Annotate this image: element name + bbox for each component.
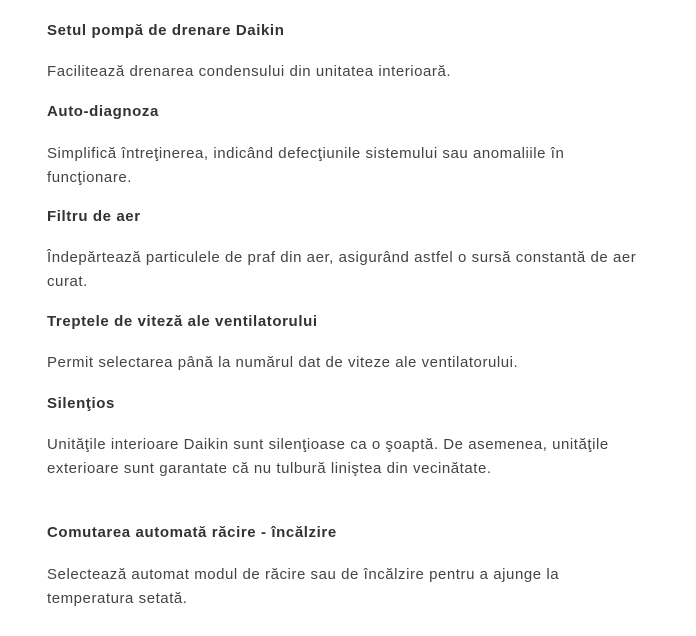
section-text-silent: Unităţile interioare Daikin sunt silenţioase ca o şoaptă. De asemenea, unităţile exterioare sunt garantate că nu tulbură liniştea din vecinătate. [47,436,609,477]
section-text-auto-diagnosis: Simplifică întreţinerea, indicând defecţiunile sistemului sau anomaliile în funcţionare. [47,145,565,186]
section-heading-fan-speeds: Treptele de viteză ale ventilatorului [47,313,318,330]
section-heading-air-filter: Filtru de aer [47,208,141,225]
section-text-drain-pump: Facilitează drenarea condensului din unitatea interioară. [47,63,452,80]
section-heading-auto-switch: Comutarea automată răcire - încălzire [47,524,337,541]
section-text-auto-switch: Selectează automat modul de răcire sau de încălzire pentru a ajunge la temperatura setată. [47,566,560,607]
section-text-air-filter: Îndepărtează particulele de praf din aer, asigurând astfel o sursă constantă de aer curat. [47,249,637,290]
section-heading-drain-pump: Setul pompă de drenare Daikin [47,22,285,39]
section-heading-silent: Silenţios [47,395,115,412]
section-text-fan-speeds: Permit selectarea până la numărul dat de viteze ale ventilatorului. [47,354,519,371]
section-heading-auto-diagnosis: Auto-diagnoza [47,103,159,120]
